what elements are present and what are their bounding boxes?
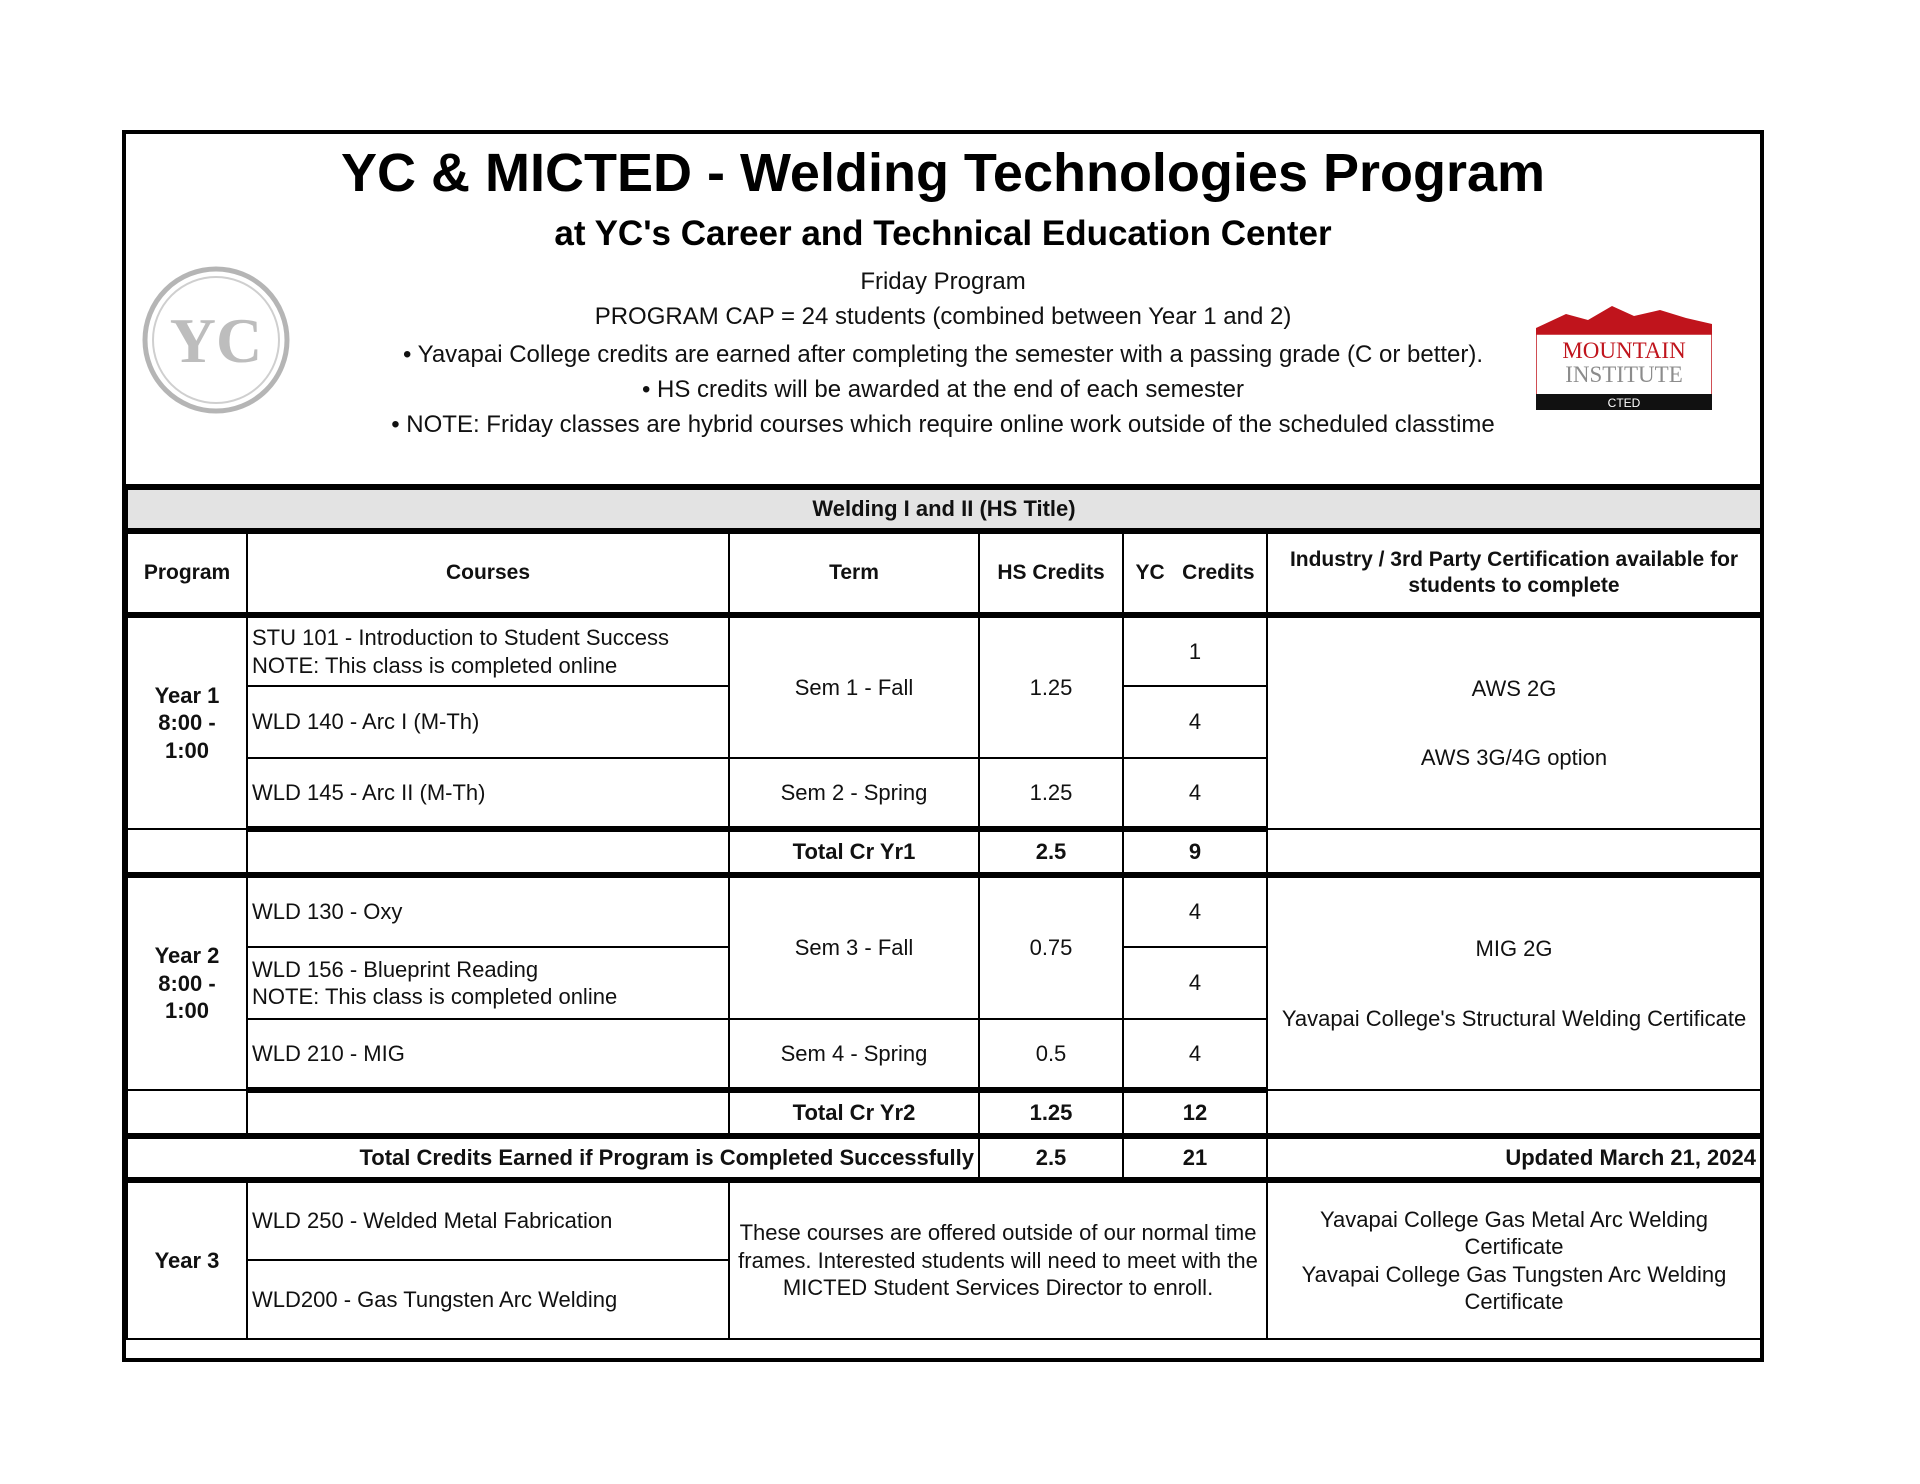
sheet-header	[126, 134, 1760, 484]
header-line-hybrid-note: • NOTE: Friday classes are hybrid courses which require online work outside of the scheduled classtime	[391, 411, 1495, 438]
year2-time-end: 1:00	[164, 998, 210, 1024]
total-yr2-hs: 1.25	[979, 1090, 1123, 1136]
term-sem3: Sem 3 - Fall	[729, 875, 979, 1019]
year1-certs: AWS 2G AWS 3G/4G option	[1267, 615, 1761, 829]
total-yr1-label: Total Cr Yr1	[729, 829, 979, 875]
year1-program	[127, 615, 247, 829]
col-courses: Courses	[247, 531, 729, 615]
course-stu101: STU 101 - Introduction to Student Success NOTE: This class is completed online	[247, 615, 729, 686]
course-wld156: WLD 156 - Blueprint Reading NOTE: This class is completed online	[247, 947, 729, 1019]
year3-note: These courses are offered outside of our normal time frames. Interested students will need to meet with the MICTED Student Services Director to enroll.	[729, 1180, 1267, 1339]
total-yr2-label: Total Cr Yr2	[729, 1090, 979, 1136]
header-line-cap: PROGRAM CAP = 24 students (combined between Year 1 and 2)	[594, 303, 1292, 330]
total-yr1-hs: 2.5	[979, 829, 1123, 875]
col-hs-credits: HS Credits	[979, 531, 1123, 615]
year3-program: Year 3	[127, 1180, 247, 1339]
grand-total-yc: 21	[1123, 1136, 1267, 1180]
yc-wld145: 4	[1123, 758, 1267, 829]
yc-wld156: 4	[1123, 947, 1267, 1019]
yc-wld210: 4	[1123, 1019, 1267, 1090]
header-line-hs-credits: • HS credits will be awarded at the end of each semester	[641, 376, 1245, 403]
hs-sem2: 1.25	[979, 758, 1123, 829]
column-header-row	[127, 531, 1761, 615]
year1-time-end: 1:00	[164, 737, 210, 763]
table-row	[127, 875, 1761, 947]
course-wld250: WLD 250 - Welded Metal Fabrication	[247, 1180, 729, 1260]
course-wld140: WLD 140 - Arc I (M-Th)	[247, 686, 729, 758]
course-wld210: WLD 210 - MIG	[247, 1019, 729, 1090]
col-program: Program	[127, 531, 247, 615]
yc-wld140: 4	[1123, 686, 1267, 758]
section-title: Welding I and II (HS Title)	[127, 487, 1761, 531]
updated-date: Updated March 21, 2024	[1267, 1136, 1761, 1180]
col-certification: Industry / 3rd Party Certification available for students to complete	[1267, 531, 1761, 615]
year2-program	[127, 875, 247, 1090]
total-yr2-yc: 12	[1123, 1090, 1267, 1136]
course-wld200: WLD200 - Gas Tungsten Arc Welding	[247, 1260, 729, 1339]
grand-total-row	[127, 1136, 1761, 1180]
total-row-yr2	[127, 1090, 1761, 1136]
year1-label: Year 1	[154, 682, 220, 708]
term-sem4: Sem 4 - Spring	[729, 1019, 979, 1090]
year2-time-start: 8:00 -	[158, 970, 216, 996]
total-yr1-yc: 9	[1123, 829, 1267, 875]
course-wld130: WLD 130 - Oxy	[247, 875, 729, 947]
mi-logo-line2: INSTITUTE	[1565, 362, 1683, 387]
col-term: Term	[729, 531, 979, 615]
program-sheet	[122, 130, 1764, 1362]
course-wld145: WLD 145 - Arc II (M-Th)	[247, 758, 729, 829]
year3-certs: Yavapai College Gas Metal Arc Welding Certificate Yavapai College Gas Tungsten Arc Welding Certificate	[1267, 1180, 1761, 1339]
program-table	[126, 484, 1762, 1340]
yc-logo-text: YC	[169, 305, 263, 376]
header-line-yc-credits: • Yavapai College credits are earned after completing the semester with a passing grade (C or better).	[402, 341, 1484, 368]
grand-total-label: Total Credits Earned if Program is Completed Successfully	[127, 1136, 979, 1180]
term-sem2: Sem 2 - Spring	[729, 758, 979, 829]
mountain-institute-logo	[1536, 304, 1712, 410]
year2-label: Year 2	[154, 943, 220, 969]
col-yc-credits: YC Credits	[1123, 531, 1267, 615]
yc-stu101: 1	[1123, 615, 1267, 686]
year2-certs: MIG 2G Yavapai College's Structural Welding Certificate	[1267, 875, 1761, 1090]
hs-sem3: 0.75	[979, 875, 1123, 1019]
yavapai-college-logo	[140, 264, 292, 416]
year1-time-start: 8:00 -	[158, 710, 216, 736]
table-row	[127, 615, 1761, 686]
table-row	[127, 1180, 1761, 1260]
hs-sem1: 1.25	[979, 615, 1123, 758]
section-header-row	[127, 487, 1761, 531]
page-subtitle: at YC's Career and Technical Education Center	[554, 214, 1332, 253]
page-title: YC & MICTED - Welding Technologies Program	[340, 143, 1546, 203]
total-row-yr1	[127, 829, 1761, 875]
yc-wld130: 4	[1123, 875, 1267, 947]
term-sem1: Sem 1 - Fall	[729, 615, 979, 758]
header-line-friday: Friday Program	[860, 268, 1026, 295]
hs-sem4: 0.5	[979, 1019, 1123, 1090]
mi-logo-line3: CTED	[1607, 396, 1641, 410]
mi-logo-line1: MOUNTAIN	[1562, 338, 1686, 363]
grand-total-hs: 2.5	[979, 1136, 1123, 1180]
